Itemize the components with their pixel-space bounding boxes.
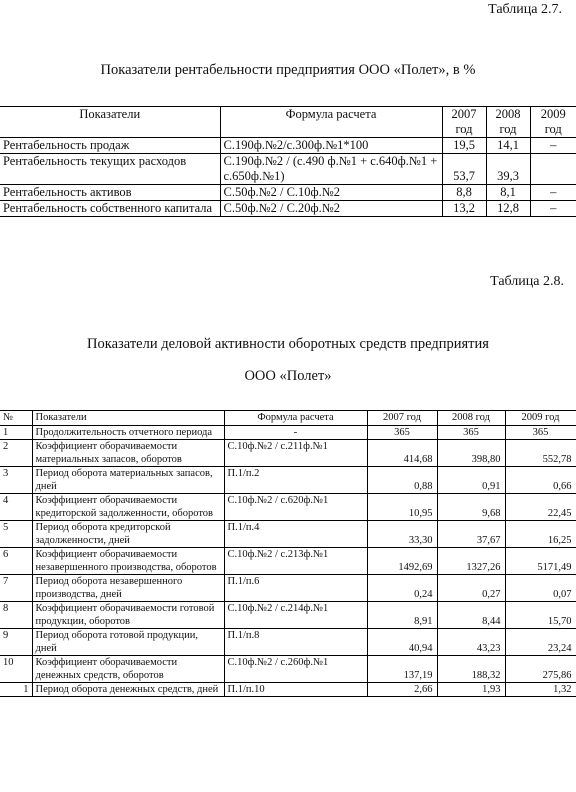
value-cell: 275,86 xyxy=(505,656,576,683)
value-cell: 8,1 xyxy=(486,185,530,201)
value-cell: 0,07 xyxy=(505,575,576,602)
value-cell: 1327,26 xyxy=(437,548,505,575)
value-cell: 33,30 xyxy=(367,521,437,548)
indicator-cell: Коэффициент оборачиваемости кредиторской задолженности, оборотов xyxy=(32,494,224,521)
table-row xyxy=(0,494,576,521)
value-cell: 1492,69 xyxy=(367,548,437,575)
value-cell: 43,23 xyxy=(437,629,505,656)
formula-cell: П.1/п.2 xyxy=(224,467,367,494)
value-cell: 23,24 xyxy=(505,629,576,656)
formula-cell: С.10ф.№2 / с.214ф.№1 xyxy=(224,602,367,629)
header-cell: 2007 год xyxy=(442,107,486,138)
table-row xyxy=(0,656,576,683)
value-cell: 14,1 xyxy=(486,138,530,154)
value-cell: 22,45 xyxy=(505,494,576,521)
row-number-cell: 6 xyxy=(0,548,32,575)
header-cell: 2007 год xyxy=(367,411,437,426)
value-cell: 40,94 xyxy=(367,629,437,656)
row-number-cell: 4 xyxy=(0,494,32,521)
value-cell: 552,78 xyxy=(505,440,576,467)
header-cell: Формула расчета xyxy=(224,411,367,426)
profitability-table xyxy=(0,106,576,217)
table-row xyxy=(0,575,576,602)
value-cell: 53,7 xyxy=(442,154,486,185)
row-number-cell: 10 xyxy=(0,656,32,683)
header-cell: 2009 год xyxy=(505,411,576,426)
table-row xyxy=(0,683,576,697)
value-cell: 8,91 xyxy=(367,602,437,629)
indicator-cell: Коэффициент оборачиваемости готовой продукции, оборотов xyxy=(32,602,224,629)
table-row xyxy=(0,629,576,656)
value-cell: 137,19 xyxy=(367,656,437,683)
table-number: Таблица 2.8. xyxy=(490,274,564,289)
indicator-cell: Продолжительность отчетного периода xyxy=(32,426,224,440)
indicator-cell: Период оборота незавершенного производства, дней xyxy=(32,575,224,602)
row-number-cell: 5 xyxy=(0,521,32,548)
business-activity-table xyxy=(0,410,576,697)
value-cell: 8,44 xyxy=(437,602,505,629)
table-row xyxy=(0,440,576,467)
value-cell: 188,32 xyxy=(437,656,505,683)
table-row xyxy=(0,467,576,494)
value-cell: 39,3 xyxy=(486,154,530,185)
indicator-cell: Рентабельность продаж xyxy=(0,138,220,154)
indicator-cell: Период оборота материальных запасов, дней xyxy=(32,467,224,494)
row-number-cell: 7 xyxy=(0,575,32,602)
indicator-cell: Период оборота кредиторской задолженности, дней xyxy=(32,521,224,548)
table-title: Показатели деловой активности оборотных средств предприятия xyxy=(87,336,489,352)
indicator-cell: Коэффициент оборачиваемости денежных средств, оборотов xyxy=(32,656,224,683)
table-title-line-2: ООО «Полет» xyxy=(244,368,332,384)
header-cell: Формула расчета xyxy=(220,107,442,138)
value-cell: 365 xyxy=(505,426,576,440)
formula-cell: С.10ф.№2 / с.213ф.№1 xyxy=(224,548,367,575)
value-cell: 1,32 xyxy=(505,683,576,697)
table-row xyxy=(0,154,576,185)
value-cell: 0,88 xyxy=(367,467,437,494)
table-row xyxy=(0,201,576,217)
row-number-cell: 1 xyxy=(0,683,32,697)
row-number-cell: 3 xyxy=(0,467,32,494)
table-header-row xyxy=(0,107,576,138)
table-title: Показатели рентабельности предприятия ООО «Полет», в % xyxy=(100,62,476,78)
header-cell: Показатели xyxy=(0,107,220,138)
formula-cell: П.1/п.10 xyxy=(224,683,367,697)
value-cell: 13,2 xyxy=(442,201,486,217)
value-cell xyxy=(530,154,576,185)
table-number: Таблица 2.7. xyxy=(488,2,562,17)
indicator-cell: Рентабельность собственного капитала xyxy=(0,201,220,217)
value-cell: 365 xyxy=(437,426,505,440)
row-number-cell: 9 xyxy=(0,629,32,656)
value-cell: 414,68 xyxy=(367,440,437,467)
value-cell: 1,93 xyxy=(437,683,505,697)
value-cell: – xyxy=(530,201,576,217)
value-cell: 398,80 xyxy=(437,440,505,467)
value-cell: 2,66 xyxy=(367,683,437,697)
value-cell: 0,66 xyxy=(505,467,576,494)
indicator-cell: Рентабельность активов xyxy=(0,185,220,201)
table-row xyxy=(0,602,576,629)
table-row xyxy=(0,426,576,440)
formula-cell: С.190ф.№2/с.300ф.№1*100 xyxy=(220,138,442,154)
value-cell: 365 xyxy=(367,426,437,440)
value-cell: 0,24 xyxy=(367,575,437,602)
value-cell: 15,70 xyxy=(505,602,576,629)
value-cell: 0,91 xyxy=(437,467,505,494)
row-number-cell: 8 xyxy=(0,602,32,629)
table-header-row xyxy=(0,411,576,426)
formula-cell: П.1/п.4 xyxy=(224,521,367,548)
header-cell: Показатели xyxy=(32,411,224,426)
header-cell: 2008 год xyxy=(486,107,530,138)
indicator-cell: Период оборота денежных средств, дней xyxy=(32,683,224,697)
formula-cell: С.10ф.№2 / с.260ф.№1 xyxy=(224,656,367,683)
value-cell: 5171,49 xyxy=(505,548,576,575)
value-cell: 16,25 xyxy=(505,521,576,548)
header-cell: 2008 год xyxy=(437,411,505,426)
formula-cell: П.1/п.8 xyxy=(224,629,367,656)
formula-cell: - xyxy=(224,426,367,440)
table-row xyxy=(0,138,576,154)
indicator-cell: Период оборота готовой продукции, дней xyxy=(32,629,224,656)
formula-cell: С.50ф.№2 / С.10ф.№2 xyxy=(220,185,442,201)
value-cell: 37,67 xyxy=(437,521,505,548)
indicator-cell: Коэффициент оборачиваемости незавершенного производства, оборотов xyxy=(32,548,224,575)
table-row xyxy=(0,548,576,575)
value-cell: 12,8 xyxy=(486,201,530,217)
row-number-cell: 1 xyxy=(0,426,32,440)
header-cell: № xyxy=(0,411,32,426)
value-cell: – xyxy=(530,185,576,201)
value-cell: 19,5 xyxy=(442,138,486,154)
value-cell: 0,27 xyxy=(437,575,505,602)
formula-cell: С.10ф.№2 / с.211ф.№1 xyxy=(224,440,367,467)
value-cell: 10,95 xyxy=(367,494,437,521)
formula-cell: С.50ф.№2 / С.20ф.№2 xyxy=(220,201,442,217)
value-cell: – xyxy=(530,138,576,154)
indicator-cell: Рентабельность текущих расходов xyxy=(0,154,220,185)
formula-cell: С.190ф.№2 / (с.490 ф.№1 + с.640ф.№1 + с.650ф.№1) xyxy=(220,154,442,185)
value-cell: 9,68 xyxy=(437,494,505,521)
row-number-cell: 2 xyxy=(0,440,32,467)
table-row xyxy=(0,185,576,201)
header-cell: 2009 год xyxy=(530,107,576,138)
indicator-cell: Коэффициент оборачиваемости материальных запасов, оборотов xyxy=(32,440,224,467)
table-row xyxy=(0,521,576,548)
formula-cell: С.10ф.№2 / с.620ф.№1 xyxy=(224,494,367,521)
formula-cell: П.1/п.6 xyxy=(224,575,367,602)
value-cell: 8,8 xyxy=(442,185,486,201)
